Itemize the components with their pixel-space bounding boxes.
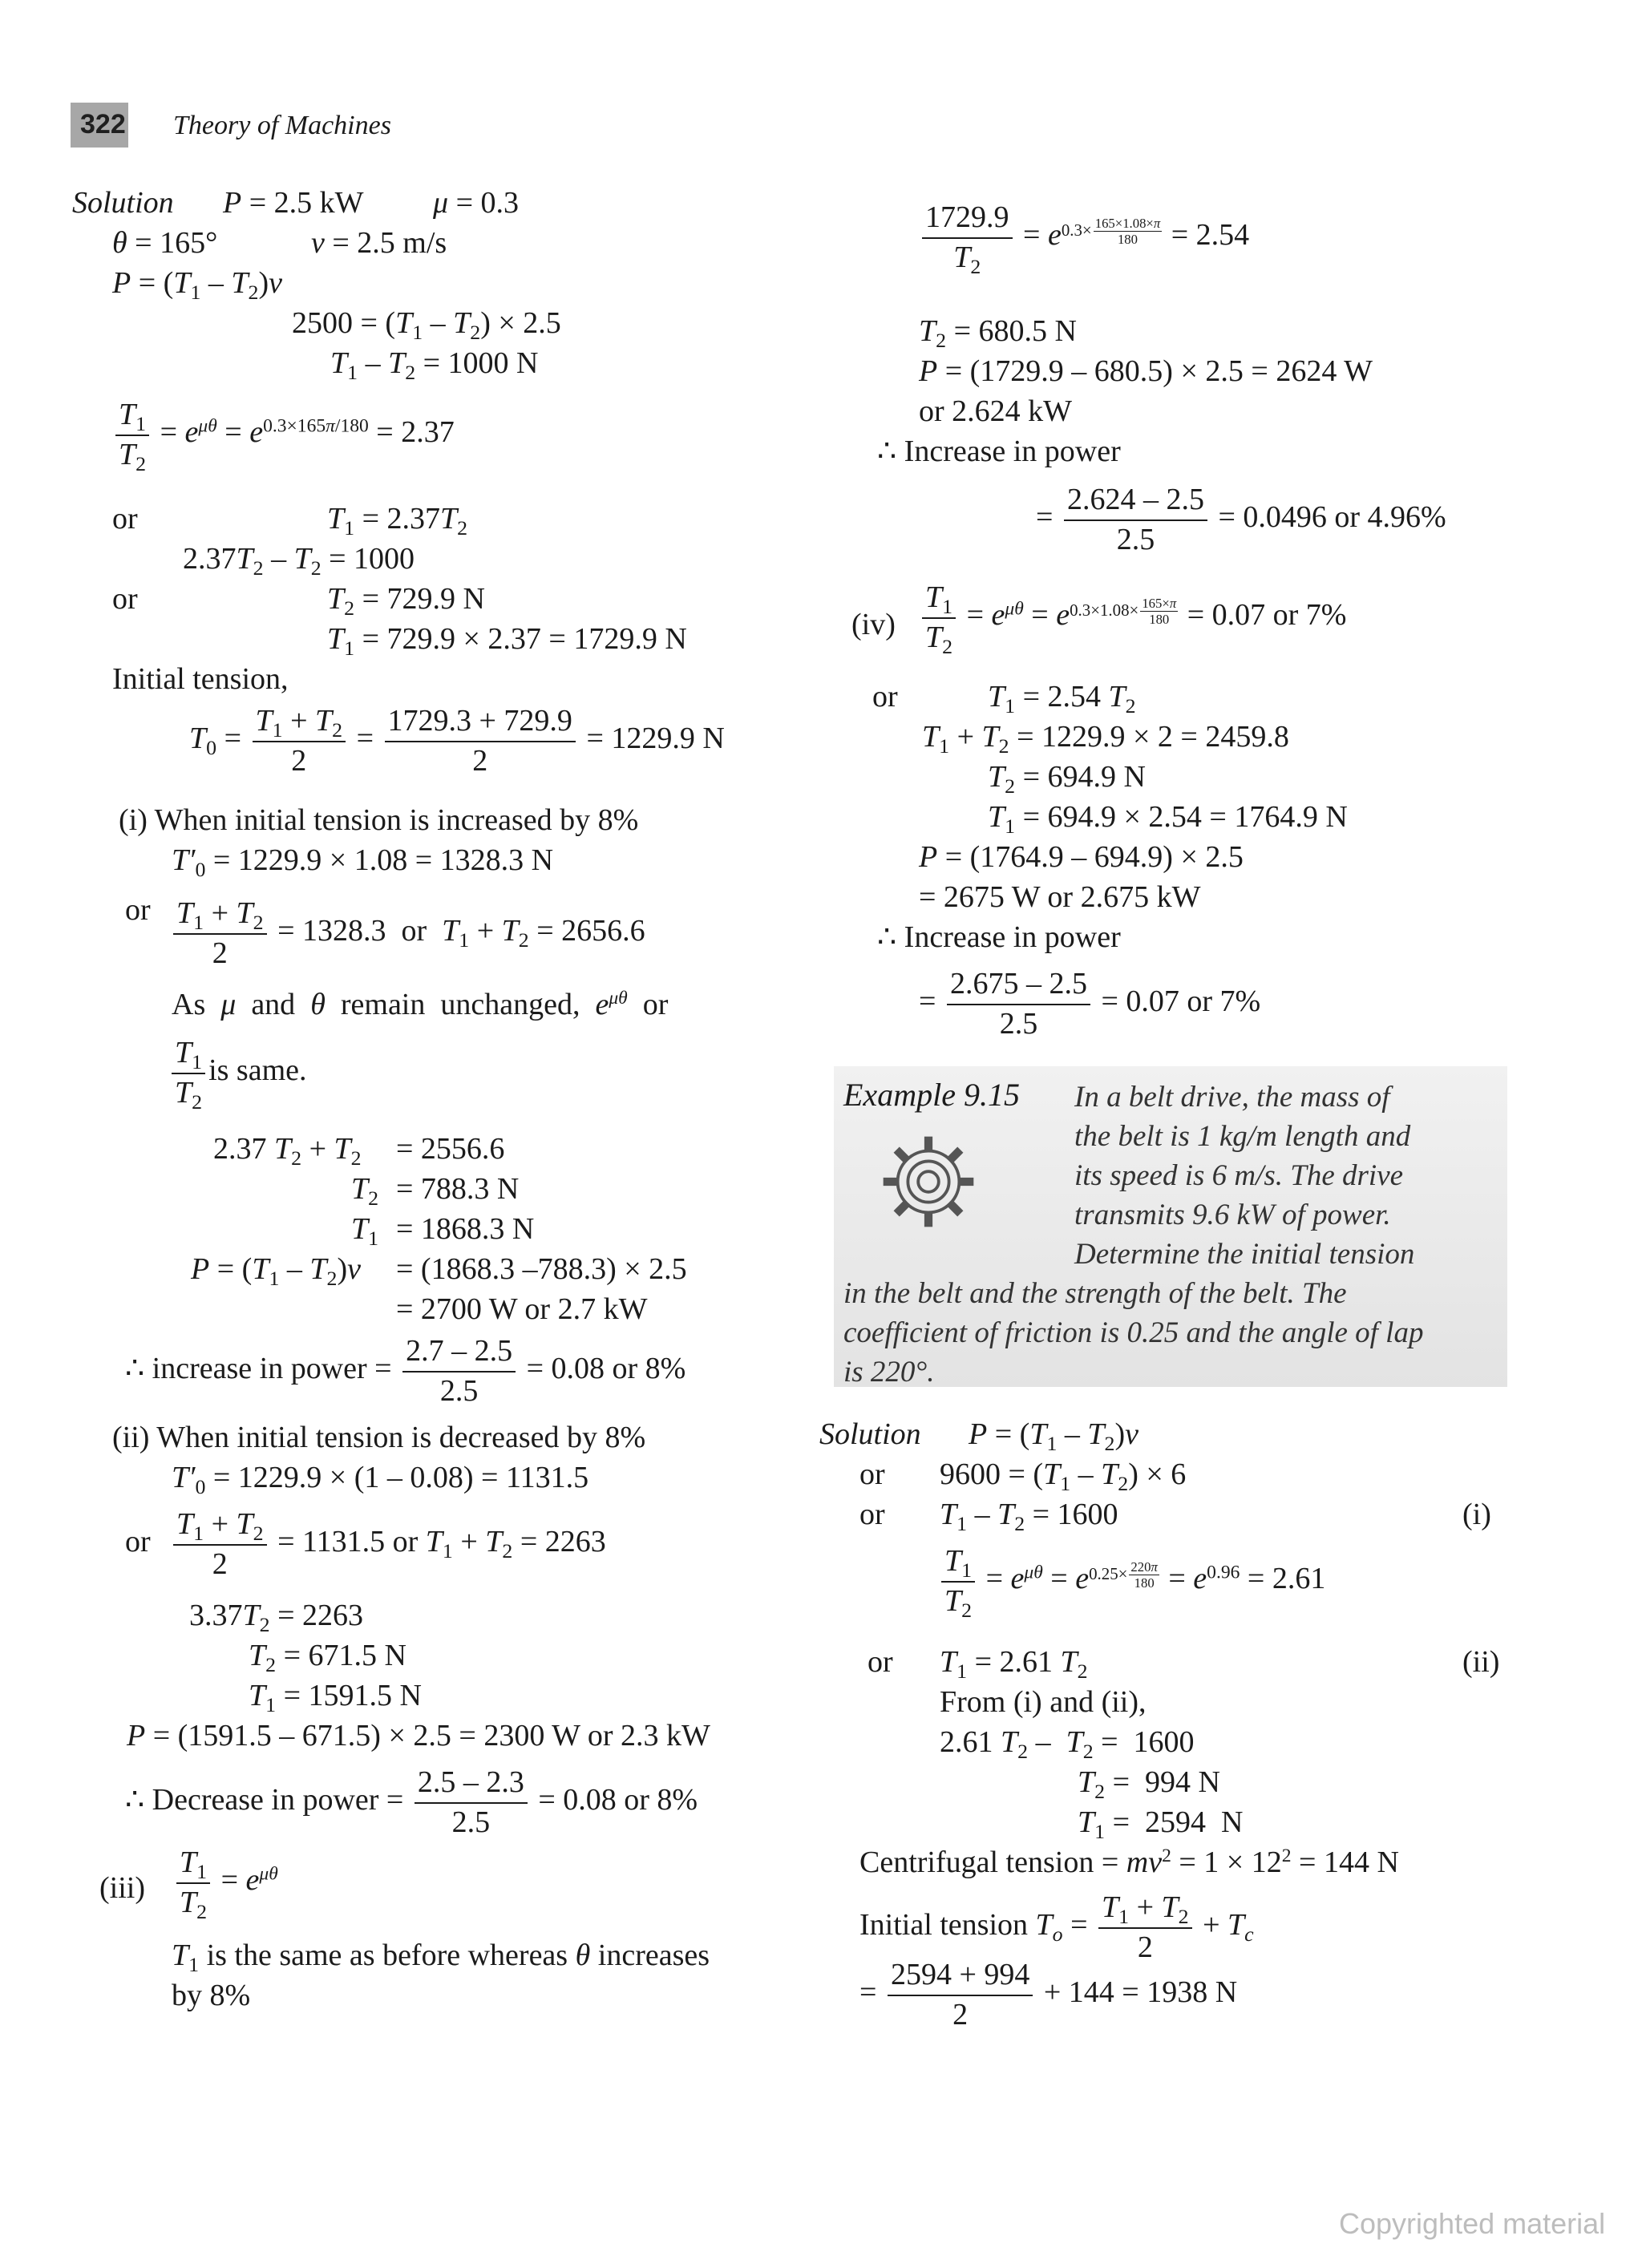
case-iii-line2: by 8%: [172, 1979, 251, 2012]
eq-t1-237: $T_1 = 2.37T_2$: [327, 502, 468, 540]
example-line-5: Determine the initial tension: [1074, 1238, 1415, 1271]
eq-label-ii: (ii): [1462, 1645, 1500, 1679]
right-eq-ratio: $\frac{1729.9}{T_2}$ = $e^{0.3\times \frac{165\times 1.08\times\pi}{180}}$ = 2.54: [919, 199, 1249, 277]
or-7: or: [859, 1498, 885, 1531]
case-i-eq1: 2.37 $T_2 + T_2$: [213, 1132, 362, 1170]
tension-ratio-eq: $\frac{T_1}{T_2}$ = $e^{\mu\theta} = e^{0.3\times 165\pi/180} = 2.37$: [112, 396, 455, 474]
or-3: or: [125, 893, 151, 927]
case-iv-power: P = (1764.9 – 694.9) × 2.5: [919, 840, 1244, 874]
right-power: P = (1729.9 – 680.5) × 2.5 = 2624 W: [919, 354, 1373, 388]
case-iv-t2: $T_2 = 694.9$ N: [988, 760, 1146, 798]
solution-label-2: Solution: [819, 1417, 921, 1451]
sol2-centrifugal: Centrifugal tension = $mv^2 = 1 \times 12^2 = 144$ N: [859, 1846, 1399, 1879]
sol2-t1: $T_1 = 2.61$ $T_2$: [940, 1645, 1088, 1683]
case-i-t1: $T_1$: [351, 1212, 379, 1250]
or-1: or: [112, 502, 138, 536]
sol2-t2: $T_2 = 994$ N: [1078, 1765, 1220, 1803]
example-line-4: transmits 9.6 kW of power.: [1074, 1199, 1391, 1231]
case-i-same: $\frac{T_1}{T_2}$ is same.: [168, 1034, 307, 1112]
book-title: Theory of Machines: [173, 111, 391, 140]
case-ii-sum: $\frac{T_1 + T_2}{2}$ = 1131.5 or $T_1 + T_2 = 2263$: [170, 1506, 606, 1583]
case-iv-increase-eq: = $\frac{2.675 - 2.5}{2.5}$ = 0.07 or 7%: [919, 967, 1261, 1041]
case-i-t2-val: = 788.3 N: [396, 1172, 520, 1206]
example-line-2: the belt is 1 kg/m length and: [1074, 1120, 1411, 1153]
sol2-sub: 2.61 $T_2 - T_2 = 1600$: [940, 1725, 1195, 1763]
eq-diff-1000: $T_1 - T_2 = 1000$ N: [330, 346, 539, 384]
case-ii-t1: $T_1 = 1591.5$ N: [249, 1679, 422, 1716]
case-ii-heading: (ii) When initial tension is decreased by 8%: [112, 1421, 646, 1454]
eq-2500: $2500 = (T_1 - T_2) \times 2.5$: [292, 306, 561, 344]
case-i-power: $P = (T_1 - T_2)v$: [191, 1252, 361, 1290]
case-i-heading: (i) When initial tension is increased by 8%: [119, 803, 639, 837]
right-power-kw: or 2.624 kW: [919, 394, 1073, 428]
case-iii-label: (iii): [99, 1871, 145, 1905]
or-8: or: [868, 1645, 893, 1679]
case-iv-label: (iv): [851, 608, 896, 641]
case-ii-decrease: ∴ Decrease in power = $\frac{2.5 - 2.3}{2.5}$ = 0.08 or 8%: [125, 1765, 698, 1839]
case-i-power-val: = (1868.3 –788.3) × 2.5: [396, 1252, 687, 1286]
case-iv-increase-label: ∴ Increase in power: [877, 920, 1121, 954]
sol2-initial-tension: Initial tension $T_o$ = $\frac{T_1 + T_2}{2}$ + $T_c$: [859, 1890, 1254, 1964]
case-i-t1-val: = 1868.3 N: [396, 1212, 535, 1246]
sol2-9600: $9600 = (T_1 - T_2) \times 6$: [940, 1457, 1187, 1495]
case-i-t0: $T'_0 = 1229.9 \times 1.08 = 1328.3$ N: [172, 843, 554, 881]
sol2-t1-val: $T_1 = 2594$ N: [1078, 1805, 1244, 1843]
case-iv-eq: $\frac{T_1}{T_2}$ = $e^{\mu\theta} = e^{0.3\times 1.08\times \frac{165\times\pi}{180}}$ = 0.07 or 7%: [919, 579, 1346, 657]
right-increase-eq: = $\frac{2.624 - 2.5}{2.5}$ = 0.0496 or 4.96%: [1036, 483, 1446, 556]
case-ii-power: P = (1591.5 – 671.5) × 2.5 = 2300 W or 2.3 kW: [127, 1719, 710, 1753]
case-i-sum: $\frac{T_1 + T_2}{2}$ = 1328.3 or $T_1 + T_2 = 2656.6$: [170, 895, 645, 972]
sol2-from: From (i) and (ii),: [940, 1685, 1147, 1719]
given-theta: θ = 165°: [112, 226, 218, 260]
case-iii-eq: $\frac{T_1}{T_2}$ = $e^{\mu\theta}$: [173, 1844, 278, 1922]
case-ii-t0: $T'_0 = 1229.9 \times (1 - 0.08) = 1131.5$: [172, 1461, 589, 1498]
case-ii-t2: $T_2 = 671.5$ N: [249, 1639, 406, 1676]
sol2-ratio: $\frac{T_1}{T_2}$ = $e^{\mu\theta} = e^{0.25\times \frac{220\pi}{180}}$ = $e^{0.96} = 2.61$: [938, 1542, 1325, 1620]
given-velocity: v = 2.5 m/s: [311, 226, 447, 260]
example-line-8: is 220°.: [843, 1356, 935, 1389]
power-equation: $P = (T_1 - T_2)v$: [112, 266, 282, 304]
case-i-power-result: = 2700 W or 2.7 kW: [396, 1292, 648, 1326]
example-line-6: in the belt and the strength of the belt. The: [843, 1277, 1347, 1310]
example-line-1: In a belt drive, the mass of: [1074, 1081, 1390, 1114]
given-power: P = 2.5 kW: [223, 186, 364, 220]
case-iv-power-result: = 2675 W or 2.675 kW: [919, 880, 1201, 914]
case-iv-t1-val: $T_1 = 694.9 \times 2.54 = 1764.9$ N: [988, 800, 1348, 838]
case-iii-line1: $T_1$ is the same as before whereas θ increases: [172, 1939, 710, 1976]
example-problem-text: [843, 1077, 1485, 1392]
given-mu: μ = 0.3: [433, 186, 520, 220]
case-i-increase: ∴ increase in power = $\frac{2.7 - 2.5}{2.5}$ = 0.08 or 8%: [125, 1334, 686, 1408]
page-number: 322: [80, 109, 126, 139]
solution-label: Solution: [72, 186, 174, 220]
eq-t1-17299: $T_1 = 729.9 \times 2.37 = 1729.9$ N: [327, 622, 687, 660]
sol2-power-eq: $P = (T_1 - T_2)v$: [969, 1417, 1138, 1455]
or-6: or: [859, 1457, 885, 1491]
example-line-7: coefficient of friction is 0.25 and the angle of lap: [843, 1316, 1424, 1349]
right-t2: $T_2 = 680.5$ N: [919, 314, 1077, 352]
initial-tension-label: Initial tension,: [112, 662, 289, 696]
or-4: or: [125, 1525, 151, 1558]
example-line-3: its speed is 6 m/s. The drive: [1074, 1159, 1404, 1192]
right-increase-label: ∴ Increase in power: [877, 435, 1121, 468]
or-2: or: [112, 582, 138, 616]
case-i-t2: $T_2$: [351, 1172, 379, 1210]
eq-label-i: (i): [1462, 1498, 1491, 1531]
case-iv-t1: $T_1 = 2.54$ $T_2$: [988, 680, 1136, 718]
eq-t2-7299: $T_2 = 729.9$ N: [327, 582, 485, 620]
eq-237t2: $2.37T_2 - T_2 = 1000$: [183, 542, 415, 580]
example-label: Example 9.15: [843, 1077, 1020, 1113]
case-iv-sum: $T_1 + T_2 = 1229.9 \times 2 = 2459.8$: [922, 720, 1289, 758]
gear-icon: [877, 1130, 980, 1233]
copyright-watermark: Copyrighted material: [1339, 2207, 1606, 2240]
sol2-diff: $T_1 - T_2 = 1600$: [940, 1498, 1118, 1535]
or-5: or: [872, 680, 898, 714]
initial-tension-eq: $T_0$ = $\frac{T_1 + T_2}{2}$ = $\frac{1729.3 + 729.9}{2}$ = 1229.9 N: [189, 704, 725, 778]
sol2-result: = $\frac{2594 + 994}{2}$ + 144 = 1938 N: [859, 1958, 1238, 2031]
case-ii-eq1: $3.37T_2 = 2263$: [189, 1599, 363, 1636]
case-i-unchanged: As μ and θ remain unchanged, $e^{\mu\theta}$ or: [172, 988, 669, 1021]
case-i-eq1-val: = 2556.6: [396, 1132, 505, 1166]
